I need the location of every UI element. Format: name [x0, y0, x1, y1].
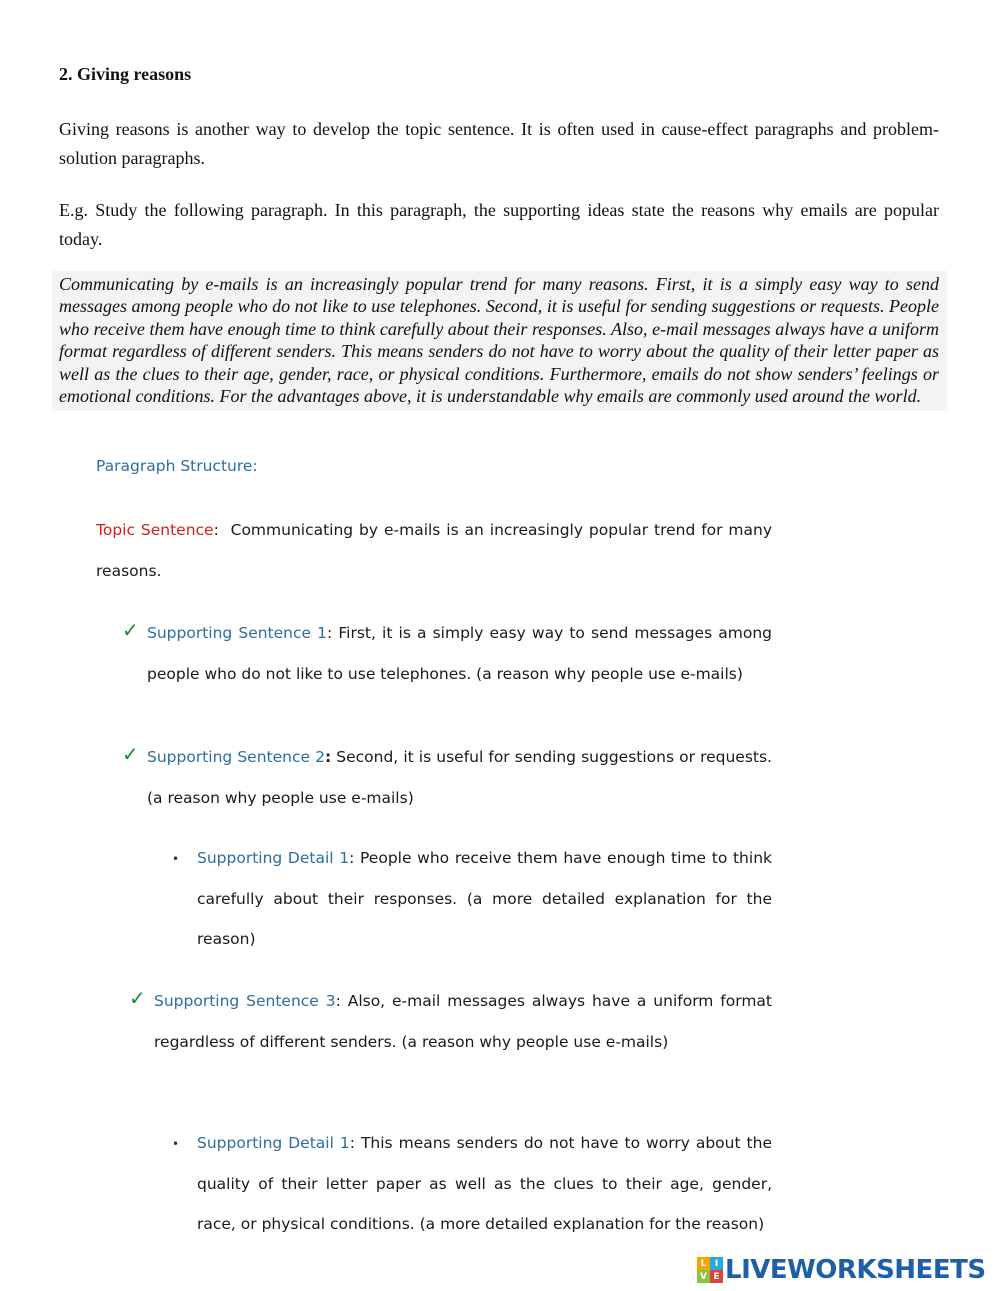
- intro-paragraph: Giving reasons is another way to develop the topic sentence. It is often used in cause-effect paragraphs and problem-solution paragraphs.: [59, 119, 939, 168]
- bullet-icon: •: [172, 1137, 180, 1151]
- check-icon: ✓: [129, 986, 146, 1010]
- supporting-detail-2-text: This means senders do not have to worry about the quality of their letter paper as well as the clues to their age, gender, race, or physical conditions. (a more detailed explanation for the reason): [197, 1134, 772, 1233]
- logo-text: LIVEWORKSHEETS: [725, 1255, 986, 1285]
- supporting-sentence-2: Supporting Sentence 2: Second, it is useful for sending suggestions or requests. (a reason why people use e-mails): [147, 748, 772, 807]
- supporting-sentence-3-text: Also, e-mail messages always have a uniform format regardless of different senders. (a reason why people use e-mails): [154, 992, 773, 1051]
- topic-sentence-text: Communicating by e-mails is an increasingly popular trend for many reasons.: [96, 521, 773, 580]
- supporting-sentence-1: Supporting Sentence 1: First, it is a simply easy way to send messages among people who do not like to use telephones. (a reason why people use e-mails): [147, 624, 772, 683]
- liveworksheets-logo: [697, 1255, 986, 1285]
- supporting-detail-2-label: Supporting Detail 1: [197, 1134, 350, 1152]
- bullet-icon: •: [172, 852, 180, 866]
- check-icon: ✓: [122, 742, 139, 766]
- check-icon: ✓: [122, 618, 139, 642]
- logo-mark-letter: V: [697, 1270, 710, 1283]
- logo-mark-letter: E: [710, 1270, 723, 1283]
- supporting-detail-2: Supporting Detail 1: This means senders do not have to worry about the quality of their letter paper as well as the clues to their age, gender, race, or physical conditions. (a more detailed explanation for the reason): [197, 1134, 772, 1233]
- supporting-detail-1-text: People who receive them have enough time to think carefully about their responses. (a more detailed explanation for the reason): [197, 849, 772, 948]
- supporting-sentence-2-text: Second, it is useful for sending suggestions or requests. (a reason why people use e-mails): [147, 748, 772, 807]
- supporting-sentence-3-label: Supporting Sentence 3: [154, 992, 336, 1010]
- supporting-sentence-1-text: First, it is a simply easy way to send messages among people who do not like to use telephones. (a reason why people use e-mails): [147, 624, 772, 683]
- topic-sentence-label: Topic Sentence: [96, 521, 214, 539]
- example-paragraph: Communicating by e-mails is an increasingly popular trend for many reasons. First, it is a simply easy way to send messages among people who do not like to use telephones. Second, it is useful for sending suggestions or requests. People who receive them have enough time to think carefully about their responses. Also, e-mail messages always have a uniform format regardless of different senders. This means senders do not have to worry about the quality of their letter paper as well as the clues to their age, gender, race, or physical conditions. Furthermore, emails do not show senders’ feelings or emotional conditions. For the advantages above, it is understandable why emails are commonly used around the world.: [52, 271, 947, 411]
- supporting-detail-1-label: Supporting Detail 1: [197, 849, 350, 867]
- supporting-sentence-1-label: Supporting Sentence 1: [147, 624, 328, 642]
- example-intro-paragraph: E.g. Study the following paragraph. In this paragraph, the supporting ideas state the reasons why emails are popular today.: [59, 200, 939, 249]
- topic-sentence: Topic Sentence: Communicating by e-mails is an increasingly popular trend for many reasons.: [96, 521, 773, 580]
- supporting-sentence-2-label: Supporting Sentence 2: [147, 748, 325, 766]
- supporting-detail-1: Supporting Detail 1: People who receive them have enough time to think carefully about their responses. (a more detailed explanation for the reason): [197, 849, 772, 948]
- logo-mark-letter: L: [697, 1257, 710, 1270]
- logo-mark-icon: [697, 1257, 723, 1283]
- section-heading: 2. Giving reasons: [59, 64, 192, 84]
- supporting-sentence-3: Supporting Sentence 3: Also, e-mail messages always have a uniform format regardless of different senders. (a reason why people use e-mails): [154, 992, 773, 1051]
- logo-mark-letter: I: [710, 1257, 723, 1270]
- structure-title: Paragraph Structure:: [96, 457, 258, 475]
